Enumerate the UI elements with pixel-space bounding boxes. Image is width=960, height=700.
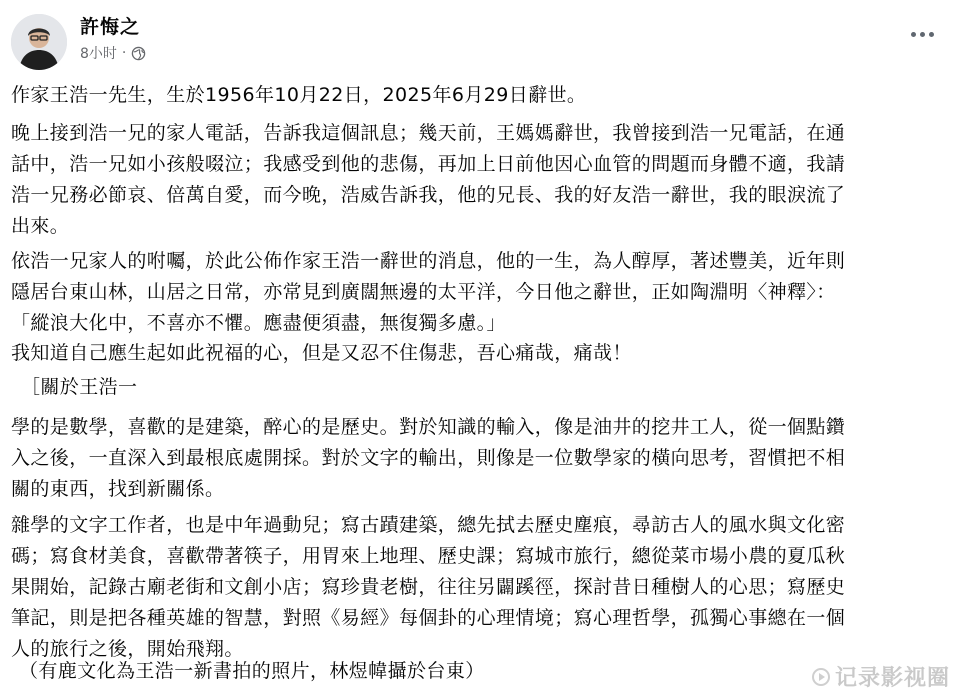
line: 隱居台東山林，山居之日常，亦常見到廣闊無邊的太平洋，今日他之辭世，正如陶淵明〈神釋〉： bbox=[11, 281, 836, 303]
author-name[interactable]: 許悔之 bbox=[80, 16, 141, 38]
separator-dot: · bbox=[121, 45, 127, 61]
dot bbox=[911, 32, 916, 37]
paragraph-7 bbox=[11, 510, 845, 665]
line: 學的是數學，喜歡的是建築，醉心的是歷史。對於知識的輸入，像是油井的挖井工人，從一個點鑽 bbox=[11, 416, 846, 438]
line: 關的東西，找到新關係。 bbox=[11, 478, 225, 500]
line: 入之後，一直深入到最根底處開採。對於文字的輸出，則像是一位數學家的橫向思考，習慣把不相 bbox=[11, 447, 846, 469]
paragraph-3 bbox=[11, 246, 845, 339]
post-time[interactable]: 8小时 bbox=[80, 46, 117, 62]
dot bbox=[929, 32, 934, 37]
line: ［關於王浩一 bbox=[21, 376, 138, 398]
globe-icon bbox=[131, 46, 146, 61]
line: （有鹿文化為王浩一新書拍的照片，林煜幃攝於台東） bbox=[19, 660, 485, 682]
line: 出來。 bbox=[11, 215, 70, 237]
paragraph-4 bbox=[11, 338, 632, 369]
line: 筆記，則是把各種英雄的智慧，對照《易經》每個卦的心理情境；寫心理哲學，孤獨心事總在一個 bbox=[11, 607, 846, 629]
watermark-text: 记录影视圈 bbox=[834, 666, 950, 691]
paragraph-1 bbox=[11, 80, 586, 111]
line: 依浩一兄家人的咐囑，於此公佈作家王浩一辭世的消息，他的一生，為人醇厚，著述豐美，近年則 bbox=[11, 250, 846, 272]
dot bbox=[920, 32, 925, 37]
line: 晚上接到浩一兄的家人電話，告訴我這個訊息；幾天前，王媽媽辭世，我曾接到浩一兄電話，在通 bbox=[11, 122, 846, 144]
line: 「縱浪大化中，不喜亦不懼。應盡便須盡，無復獨多慮。」 bbox=[11, 312, 506, 334]
line: 我知道自己應生起如此祝福的心，但是又忍不住傷悲，吾心痛哉，痛哉！ bbox=[11, 342, 632, 364]
line: 話中，浩一兄如小孩般啜泣；我感受到他的悲傷，再加上日前他因心血管的問題而身體不適，我請 bbox=[11, 153, 846, 175]
line: 作家王浩一先生，生於1956年10月22日，2025年6月29日辭世。 bbox=[11, 84, 587, 106]
line: 碼；寫食材美食，喜歡帶著筷子，用胃來上地理、歷史課；寫城市旅行，總從菜市場小農的夏瓜秋 bbox=[11, 545, 846, 567]
line: 果開始，記錄古廟老街和文創小店；寫珍貴老樹，往往另闢蹊徑，探討昔日種樹人的心思；寫歷史 bbox=[11, 576, 846, 598]
author-avatar[interactable] bbox=[11, 14, 67, 70]
paragraph-6 bbox=[11, 412, 845, 505]
line: 人的旅行之後，開始飛翔。 bbox=[11, 638, 244, 660]
avatar-image bbox=[11, 14, 67, 70]
play-icon bbox=[811, 667, 831, 687]
photo-caption bbox=[19, 656, 485, 687]
post-header bbox=[0, 0, 960, 78]
watermark bbox=[811, 661, 950, 692]
line: 雜學的文字工作者，也是中年過動兒；寫古蹟建築，總先拭去歷史塵痕，尋訪古人的風水與文化密 bbox=[11, 514, 846, 536]
line: 浩一兄務必節哀、倍萬自愛，而今晚，浩威告訴我，他的兄長、我的好友浩一辭世，我的眼淚流了 bbox=[11, 184, 846, 206]
section-heading bbox=[21, 372, 137, 403]
more-dots-icon[interactable] bbox=[908, 24, 936, 44]
paragraph-2 bbox=[11, 118, 845, 242]
post-meta bbox=[80, 43, 146, 63]
